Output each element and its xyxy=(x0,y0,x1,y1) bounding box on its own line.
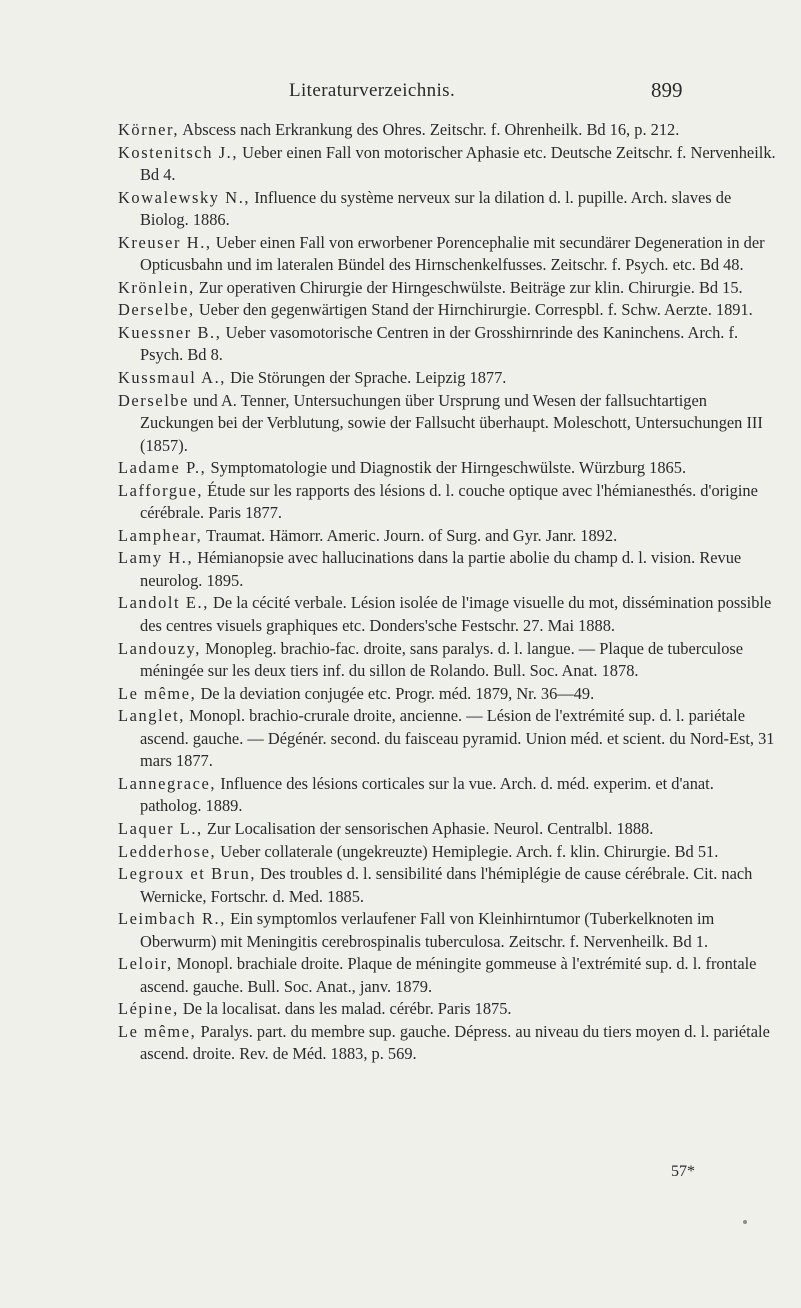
bibliography-entry xyxy=(118,187,778,232)
entry-author: Derselbe xyxy=(118,390,190,410)
bibliography-entry xyxy=(118,863,778,908)
entry-text: Abscess nach Erkrankung des Ohres. Zeitschr. f. Ohrenheilk. Bd 16, p. 212. xyxy=(179,120,680,139)
entry-text: Ueber einen Fall von erworbener Porencephalie mit secundärer Degeneration in der Opticusbahn und im lateralen Bündel des Hirnschenkelfusses. Zeitschr. f. Psych. etc. Bd 48. xyxy=(140,232,765,275)
bibliography-entry xyxy=(118,480,778,525)
entry-author: Landolt E., xyxy=(118,593,209,613)
entry-text: Monopl. brachio-crurale droite, ancienne. — Lésion de l'extrémité sup. d. l. pariétale ascend. gauche. — Dégénér. second. du faisceau pyramid. Union méd. et scient. du Nord-Est, 31 mars 1877. xyxy=(140,706,775,771)
sheet-signature: 57* xyxy=(671,1163,695,1180)
bibliography-entry xyxy=(118,998,778,1021)
entry-text: Ein symptomlos verlaufener Fall von Kleinhirntumor (Tuberkelknoten im Oberwurm) mit Meningitis cerebrospinalis tuberculosa. Zeitschr. f. Nervenheilk. Bd 1. xyxy=(140,909,715,951)
entry-author: Lamy H., xyxy=(118,548,194,568)
entry-author: Kowalewsky N., xyxy=(118,187,251,207)
entry-author: Ladame P., xyxy=(118,458,207,478)
entry-author: Le même, xyxy=(118,1021,197,1041)
bibliography-entry xyxy=(118,322,778,367)
paper-speck xyxy=(743,1220,747,1224)
entry-author: Leimbach R., xyxy=(118,909,226,929)
entry-text: Des troubles d. l. sensibilité dans l'hémiplégie de cause cérébrale. Cit. nach Wernicke, Fortschr. d. Med. 1885. xyxy=(140,864,753,906)
entry-author: Le même, xyxy=(118,683,197,703)
entry-text: De la cécité verbale. Lésion isolée de l'image visuelle du mot, dissémination possible des centres visuels graphiques etc. Donders'sche Festschr. 27. Mai 1888. xyxy=(140,593,772,636)
entry-text: Die Störungen der Sprache. Leipzig 1877. xyxy=(226,368,507,388)
entry-text: Influence des lésions corticales sur la vue. Arch. d. méd. experim. et d'anat. patholog. 1889. xyxy=(140,773,714,816)
entry-text: Zur operativen Chirurgie der Hirngeschwülste. Beiträge zur klin. Chirurgie. Bd 15. xyxy=(194,277,743,297)
entry-author: Lépine, xyxy=(118,999,179,1019)
entry-text: De la localisat. dans les malad. cérébr. Paris 1875. xyxy=(178,999,512,1019)
entry-author: Krönlein, xyxy=(118,277,195,297)
entry-text: Influence du système nerveux sur la dilation d. l. pupille. Arch. slaves de Biolog. 1886. xyxy=(140,187,732,230)
entry-author: Langlet, xyxy=(118,706,185,726)
bibliography-entry xyxy=(118,277,778,300)
bibliography-entry xyxy=(118,457,778,480)
entry-text: Étude sur les rapports des lésions d. l. couche optique avec l'hémianesthés. d'origine cérébrale. Paris 1877. xyxy=(140,480,758,523)
bibliography-entry xyxy=(118,367,778,390)
bibliography-entry xyxy=(118,592,778,637)
bibliography-entry xyxy=(118,841,778,864)
bibliography-entry xyxy=(118,818,778,841)
bibliography-entry xyxy=(118,390,778,458)
bibliography-entry xyxy=(118,705,778,773)
entry-text: Symptomatologie und Diagnostik der Hirngeschwülste. Würzburg 1865. xyxy=(206,458,687,478)
entry-author: Legroux et Brun, xyxy=(118,864,257,884)
bibliography-entry xyxy=(118,232,778,277)
entry-text: Zur Localisation der sensorischen Aphasie. Neurol. Centralbl. 1888. xyxy=(202,818,654,838)
bibliography-entry xyxy=(118,638,778,683)
entry-text: Ueber den gegenwärtigen Stand der Hirnchirurgie. Correspbl. f. Schw. Aerzte. 1891. xyxy=(194,300,753,320)
entry-text: Paralys. part. du membre sup. gauche. Dépress. au niveau du tiers moyen d. l. pariétale ascend. droite. Rev. de Méd. 1883, p. 569. xyxy=(140,1021,770,1064)
page-number: 899 xyxy=(651,78,683,102)
running-title: Literaturverzeichnis. xyxy=(289,80,456,101)
bibliography-entry xyxy=(118,119,778,142)
entry-author: Körner, xyxy=(118,120,180,139)
entry-text: De la deviation conjugée etc. Progr. méd. 1879, Nr. 36—49. xyxy=(196,683,595,703)
bibliography-entry xyxy=(118,142,778,187)
entry-author: Lamphear, xyxy=(118,525,203,545)
bibliography-entry xyxy=(118,299,778,322)
entry-text: Ueber vasomotorische Centren in der Grosshirnrinde des Kaninchens. Arch. f. Psych. Bd 8. xyxy=(140,322,739,365)
entry-text: Ueber collaterale (ungekreuzte) Hemiplegie. Arch. f. klin. Chirurgie. Bd 51. xyxy=(216,841,719,861)
entry-author: Derselbe, xyxy=(118,300,195,320)
entry-text: Hémianopsie avec hallucinations dans la partie abolie du champ d. l. vision. Revue neurolog. 1895. xyxy=(140,548,742,590)
page-header xyxy=(0,80,801,110)
bibliography-entry xyxy=(118,1021,778,1066)
entry-author: Kussmaul A., xyxy=(118,368,226,388)
entry-author: Lannegrace, xyxy=(118,773,217,793)
entry-text: Traumat. Hämorr. Americ. Journ. of Surg. and Gyr. Janr. 1892. xyxy=(202,525,618,545)
bibliography-entry xyxy=(118,773,778,818)
entry-author: Landouzy, xyxy=(118,638,201,658)
entry-text: Ueber einen Fall von motorischer Aphasie etc. Deutsche Zeitschr. f. Nervenheilk. Bd 4. xyxy=(140,142,776,185)
bibliography-entry xyxy=(118,908,778,953)
entry-author: Kuessner B., xyxy=(118,322,222,342)
bibliography-entry xyxy=(118,547,778,592)
entry-text: Monopleg. brachio-fac. droite, sans paralys. d. l. langue. — Plaque de tuberculose méningée sur les deux tiers inf. du sillon de Rolando. Bull. Soc. Anat. 1878. xyxy=(140,638,744,681)
bibliography-entry xyxy=(118,683,778,706)
bibliography-entry xyxy=(118,953,778,998)
entry-text: und A. Tenner, Untersuchungen über Ursprung und Wesen der fallsuchtartigen Zuckungen bei der Verblutung, sowie der Fallsucht überhaupt. Moleschott, Untersuchungen III (1857). xyxy=(140,390,763,455)
entry-author: Ledderhose, xyxy=(118,841,217,861)
bibliography-entry xyxy=(118,525,778,548)
entry-author: Leloir, xyxy=(118,954,173,974)
entry-author: Kostenitsch J., xyxy=(118,142,239,162)
entry-text: Monopl. brachiale droite. Plaque de méningite gommeuse à l'extrémité sup. d. l. frontale ascend. gauche. Bull. Soc. Anat., janv. 1879. xyxy=(140,954,757,996)
entry-author: Laquer L., xyxy=(118,818,203,838)
bibliography-list xyxy=(118,119,778,1066)
entry-author: Kreuser H., xyxy=(118,232,212,252)
entry-author: Lafforgue, xyxy=(118,480,204,500)
